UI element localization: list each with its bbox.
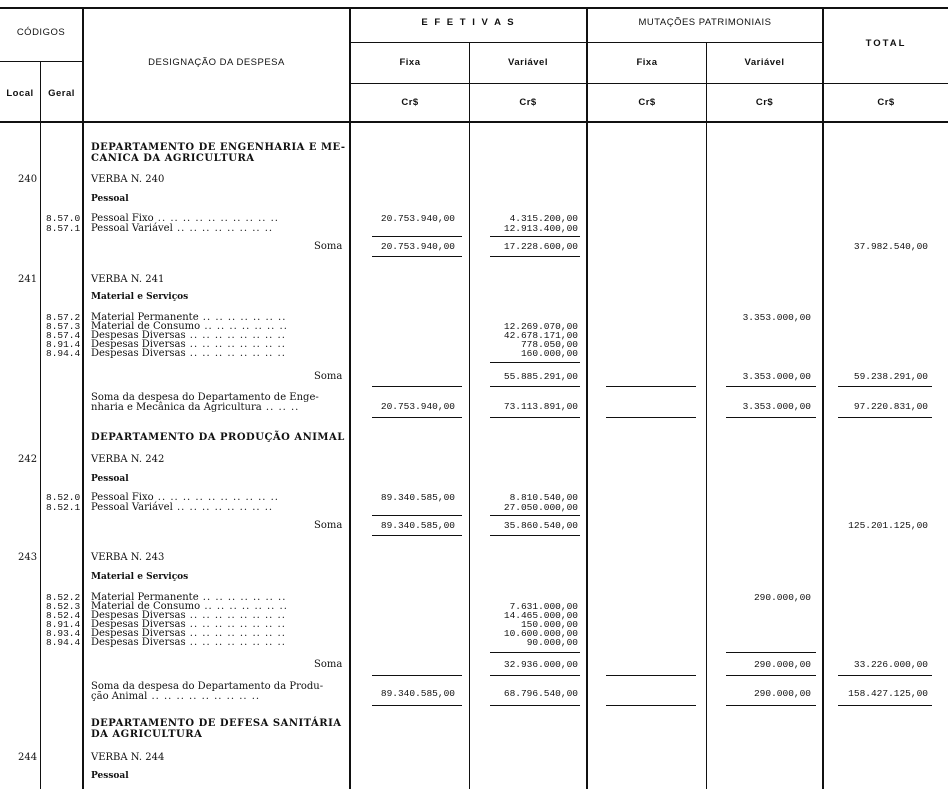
val241-3: 778.050,00: [520, 339, 578, 350]
dept1-title-cont: CANICA DA AGRICULTURA: [91, 153, 255, 164]
item243-4-text: Despesas Diversas: [91, 628, 186, 639]
rule-soma240-top-fixa: [372, 236, 462, 237]
rule-dept2-end-fixa: [372, 705, 462, 706]
code-8523: 8.52.3: [46, 601, 81, 612]
rule-soma243-bottom-mutvar: [726, 675, 816, 676]
header-currency-fixa: Cr$: [401, 97, 419, 108]
header-efetivas-variavel: Variável: [508, 57, 548, 68]
rule-soma242-top-fixa: [372, 515, 462, 516]
mp243-mut-var: 290.000,00: [753, 592, 811, 603]
soma240-var: 17.228.600,00: [503, 241, 578, 252]
soma-dept1-line2: nharia e Mecânica da Agricultura .. .. ..: [91, 402, 300, 413]
code-8522: 8.52.2: [46, 592, 81, 603]
d2-pessoal-fixo-label: Pessoal Fixo .. .. .. .. .. .. .. .. .. ..: [91, 492, 279, 503]
header-efetivas-fixa: Fixa: [399, 57, 421, 68]
rule-soma240-bottom-fixa: [372, 256, 462, 257]
code-8944b: 8.94.4: [46, 637, 81, 648]
pv-var-value: 12.913.400,00: [503, 223, 578, 234]
code-8521: 8.52.1: [46, 502, 81, 513]
item243-5: Despesas Diversas .. .. .. .. .. .. .. ..: [91, 637, 286, 648]
soma-dept2-line1: Soma da despesa do Departamento da Produ-: [91, 681, 324, 692]
item243-0-text: Material Permanente: [91, 592, 199, 603]
item241-3-text: Despesas Diversas: [91, 339, 186, 350]
soma-dept2-total: 158.427.125,00: [848, 688, 928, 699]
code-8574: 8.57.4: [46, 330, 81, 341]
dept3-title: DEPARTAMENTO DE DEFESA SANITÁRIA: [91, 718, 342, 729]
item243-5-text: Despesas Diversas: [91, 637, 186, 648]
pessoal-fixo-text: Pessoal Fixo: [91, 213, 154, 224]
soma-dept2-fixa: 89.340.585,00: [380, 688, 455, 699]
rule-dept2-end-var: [490, 705, 580, 706]
verba-240-pessoal: Pessoal: [91, 194, 129, 204]
rule-dept1-end-mutfixa: [606, 417, 696, 418]
rule-soma240-bottom-var: [490, 256, 580, 257]
soma-dept1-fixa: 20.753.940,00: [380, 401, 455, 412]
rule-soma241-bottom-mutfixa: [606, 386, 696, 387]
top-rule: [0, 7, 948, 9]
item243-2-text: Despesas Diversas: [91, 610, 186, 621]
col-divider-mutacoes: [822, 7, 824, 789]
soma-dept2-line2-text: ção Animal: [91, 691, 148, 702]
soma241-label: Soma: [314, 371, 343, 382]
item241-1: Material de Consumo .. .. .. .. .. .. ..: [91, 321, 288, 332]
item243-0: Material Permanente .. .. .. .. .. .. ..: [91, 592, 287, 603]
pessoal-fixo-label: Pessoal Fixo .. .. .. .. .. .. .. .. .. ..: [91, 213, 279, 224]
rule-soma243-bottom-mutfixa: [606, 675, 696, 676]
soma243-total: 33.226.000,00: [853, 659, 928, 670]
dept2-title: DEPARTAMENTO DA PRODUÇÃO ANIMAL: [91, 432, 345, 443]
soma241-mut: 3.353.000,00: [742, 371, 811, 382]
soma-dept1-line1: Soma da despesa do Departamento de Enge-: [91, 392, 319, 403]
soma242-fixa: 89.340.585,00: [380, 520, 455, 531]
pessoal-variavel-label: Pessoal Variável .. .. .. .. .. .. .. ..: [91, 223, 274, 234]
item241-4: Despesas Diversas .. .. .. .. .. .. .. ..: [91, 348, 286, 359]
verba-242-title: VERBA N. 242: [91, 454, 165, 465]
code-8524: 8.52.4: [46, 610, 81, 621]
item241-4-text: Despesas Diversas: [91, 348, 186, 359]
soma-dept1-mut: 3.353.000,00: [742, 401, 811, 412]
verba-241-title: VERBA N. 241: [91, 274, 165, 285]
d2-pv-var-value: 27.050.000,00: [503, 502, 578, 513]
rule-dept1-end-fixa: [372, 417, 462, 418]
verba-243-mat-serv: Material e Serviços: [91, 572, 189, 582]
code-8914b: 8.91.4: [46, 619, 81, 630]
verba-241-local: 241: [18, 274, 38, 285]
val243-5: 90.000,00: [526, 637, 578, 648]
val243-2: 14.465.000,00: [503, 610, 578, 621]
mp241-mut-var: 3.353.000,00: [742, 312, 811, 323]
val241-2: 42.678.171,00: [503, 330, 578, 341]
item243-1: Material de Consumo .. .. .. .. .. .. ..: [91, 601, 288, 612]
d2-pf-var-value: 8.810.540,00: [509, 492, 578, 503]
soma240-total: 37.982.540,00: [853, 241, 928, 252]
verba-244-local: 244: [18, 752, 38, 763]
rule-dept1-end-mutvar: [726, 417, 816, 418]
code-8571: 8.57.1: [46, 223, 81, 234]
col-divider-geral: [82, 7, 84, 789]
soma-dept2-line2: ção Animal .. .. .. .. .. .. .. .. ..: [91, 691, 261, 702]
soma-dept2-var: 68.796.540,00: [503, 688, 578, 699]
rule-soma243-bottom-total: [838, 675, 932, 676]
verba-241-mat-serv: Material e Serviços: [91, 292, 189, 302]
rule-soma243-bottom-fixa: [372, 675, 462, 676]
header-geral: Geral: [48, 88, 75, 99]
header-currency-mut-fixa: Cr$: [638, 97, 656, 108]
col-divider-local: [40, 62, 41, 789]
col-divider-efetivas: [586, 7, 588, 789]
rule-soma242-bottom-fixa: [372, 535, 462, 536]
rule-soma241-bottom-var: [490, 386, 580, 387]
soma-dept2-mut: 290.000,00: [753, 688, 811, 699]
d2-pessoal-variavel-label: Pessoal Variável .. .. .. .. .. .. .. ..: [91, 502, 274, 513]
soma-dept1-line2-text: nharia e Mecânica da Agricultura: [91, 402, 262, 413]
val243-4: 10.600.000,00: [503, 628, 578, 639]
verba-244-title: VERBA N. 244: [91, 752, 165, 763]
header-designacao: DESIGNAÇÃO DA DESPESA: [148, 57, 285, 68]
rule-dept2-end-mutvar: [726, 705, 816, 706]
header-currency-variavel: Cr$: [519, 97, 537, 108]
code-8914: 8.91.4: [46, 339, 81, 350]
item241-1-text: Material de Consumo: [91, 321, 201, 332]
rule-dept2-end-total: [838, 705, 932, 706]
header-subrule-total: [823, 83, 948, 84]
code-8570: 8.57.0: [46, 213, 81, 224]
rule-soma243-top-mutvar: [726, 652, 816, 653]
d2-pessoal-variavel-text: Pessoal Variável: [91, 502, 173, 513]
header-mutacoes-variavel: Variável: [744, 57, 785, 68]
soma242-label: Soma: [314, 520, 343, 531]
header-bottom-rule: [0, 121, 948, 123]
rule-soma242-top-var: [490, 515, 580, 516]
soma241-var: 55.885.291,00: [503, 371, 578, 382]
d2-pessoal-fixo-text: Pessoal Fixo: [91, 492, 154, 503]
item243-1-text: Material de Consumo: [91, 601, 201, 612]
rule-soma243-top-var: [490, 652, 580, 653]
rule-soma242-bottom-var: [490, 535, 580, 536]
rule-dept2-end-mutfixa: [606, 705, 696, 706]
item241-0-text: Material Permanente: [91, 312, 199, 323]
item241-0: Material Permanente .. .. .. .. .. .. ..: [91, 312, 287, 323]
item241-2: Despesas Diversas .. .. .. .. .. .. .. ..: [91, 330, 286, 341]
rule-dept1-end-total: [838, 417, 932, 418]
item241-3: Despesas Diversas .. .. .. .. .. .. .. ..: [91, 339, 286, 350]
header-efetivas: E F E T I V A S: [421, 17, 516, 28]
code-8572: 8.57.2: [46, 312, 81, 323]
soma-dept1-total: 97.220.831,00: [853, 401, 928, 412]
soma240-fixa: 20.753.940,00: [380, 241, 455, 252]
verba-240-local: 240: [18, 174, 38, 185]
rule-soma243-bottom-var: [490, 675, 580, 676]
col-divider-fixa: [469, 42, 470, 789]
verba-242-pessoal: Pessoal: [91, 474, 129, 484]
pf-fixa-value: 20.753.940,00: [380, 213, 455, 224]
soma243-label: Soma: [314, 659, 343, 670]
rule-soma241-bottom-fixa: [372, 386, 462, 387]
pf-var-value: 4.315.200,00: [509, 213, 578, 224]
rule-dept1-end-var: [490, 417, 580, 418]
soma242-total: 125.201.125,00: [848, 520, 928, 531]
item243-4: Despesas Diversas .. .. .. .. .. .. .. ..: [91, 628, 286, 639]
header-total: TOTAL: [865, 38, 907, 49]
code-8573: 8.57.3: [46, 321, 81, 332]
soma242-var: 35.860.540,00: [503, 520, 578, 531]
val243-1: 7.631.000,00: [509, 601, 578, 612]
header-currency-mut-variavel: Cr$: [755, 97, 774, 108]
item241-2-text: Despesas Diversas: [91, 330, 186, 341]
val241-1: 12.269.070,00: [503, 321, 578, 332]
soma243-var: 32.936.000,00: [503, 659, 578, 670]
soma240-label: Soma: [314, 241, 343, 252]
code-8944: 8.94.4: [46, 348, 81, 359]
rule-soma240-top-var: [490, 236, 580, 237]
soma241-total: 59.238.291,00: [853, 371, 928, 382]
code-8520: 8.52.0: [46, 492, 81, 503]
header-local: Local: [6, 88, 34, 99]
header-currency-total: Cr$: [877, 97, 895, 108]
header-mutacoes: MUTAÇÕES PATRIMONIAIS: [638, 17, 772, 28]
col-divider-desc: [349, 7, 351, 789]
verba-242-local: 242: [18, 454, 38, 465]
header-codigos: CÓDIGOS: [16, 27, 66, 38]
soma243-mut: 290.000,00: [753, 659, 811, 670]
code-8934: 8.93.4: [46, 628, 81, 639]
val241-4: 160.000,00: [520, 348, 578, 359]
verba-244-pessoal: Pessoal: [91, 771, 129, 781]
val243-3: 150.000,00: [520, 619, 578, 630]
d2-pf-fixa-value: 89.340.585,00: [380, 492, 455, 503]
dept3-title-cont: DA AGRICULTURA: [91, 729, 203, 740]
item243-3-text: Despesas Diversas: [91, 619, 186, 630]
header-mutacoes-fixa: Fixa: [636, 57, 658, 68]
rule-soma241-top-var: [490, 362, 580, 363]
verba-243-title: VERBA N. 243: [91, 552, 165, 563]
col-divider-mut-fixa: [706, 42, 707, 789]
dept1-title: DEPARTAMENTO DE ENGENHARIA E ME-: [91, 142, 346, 153]
header-subrule-codigos: [0, 61, 82, 62]
soma-dept1-var: 73.113.891,00: [503, 401, 578, 412]
verba-243-local: 243: [18, 552, 38, 563]
item243-2: Despesas Diversas .. .. .. .. .. .. .. ..: [91, 610, 286, 621]
pessoal-variavel-text: Pessoal Variável: [91, 223, 173, 234]
verba-240-title: VERBA N. 240: [91, 174, 165, 185]
item243-3: Despesas Diversas .. .. .. .. .. .. .. ..: [91, 619, 286, 630]
rule-soma241-bottom-mutvar: [726, 386, 816, 387]
rule-soma241-bottom-total: [838, 386, 932, 387]
